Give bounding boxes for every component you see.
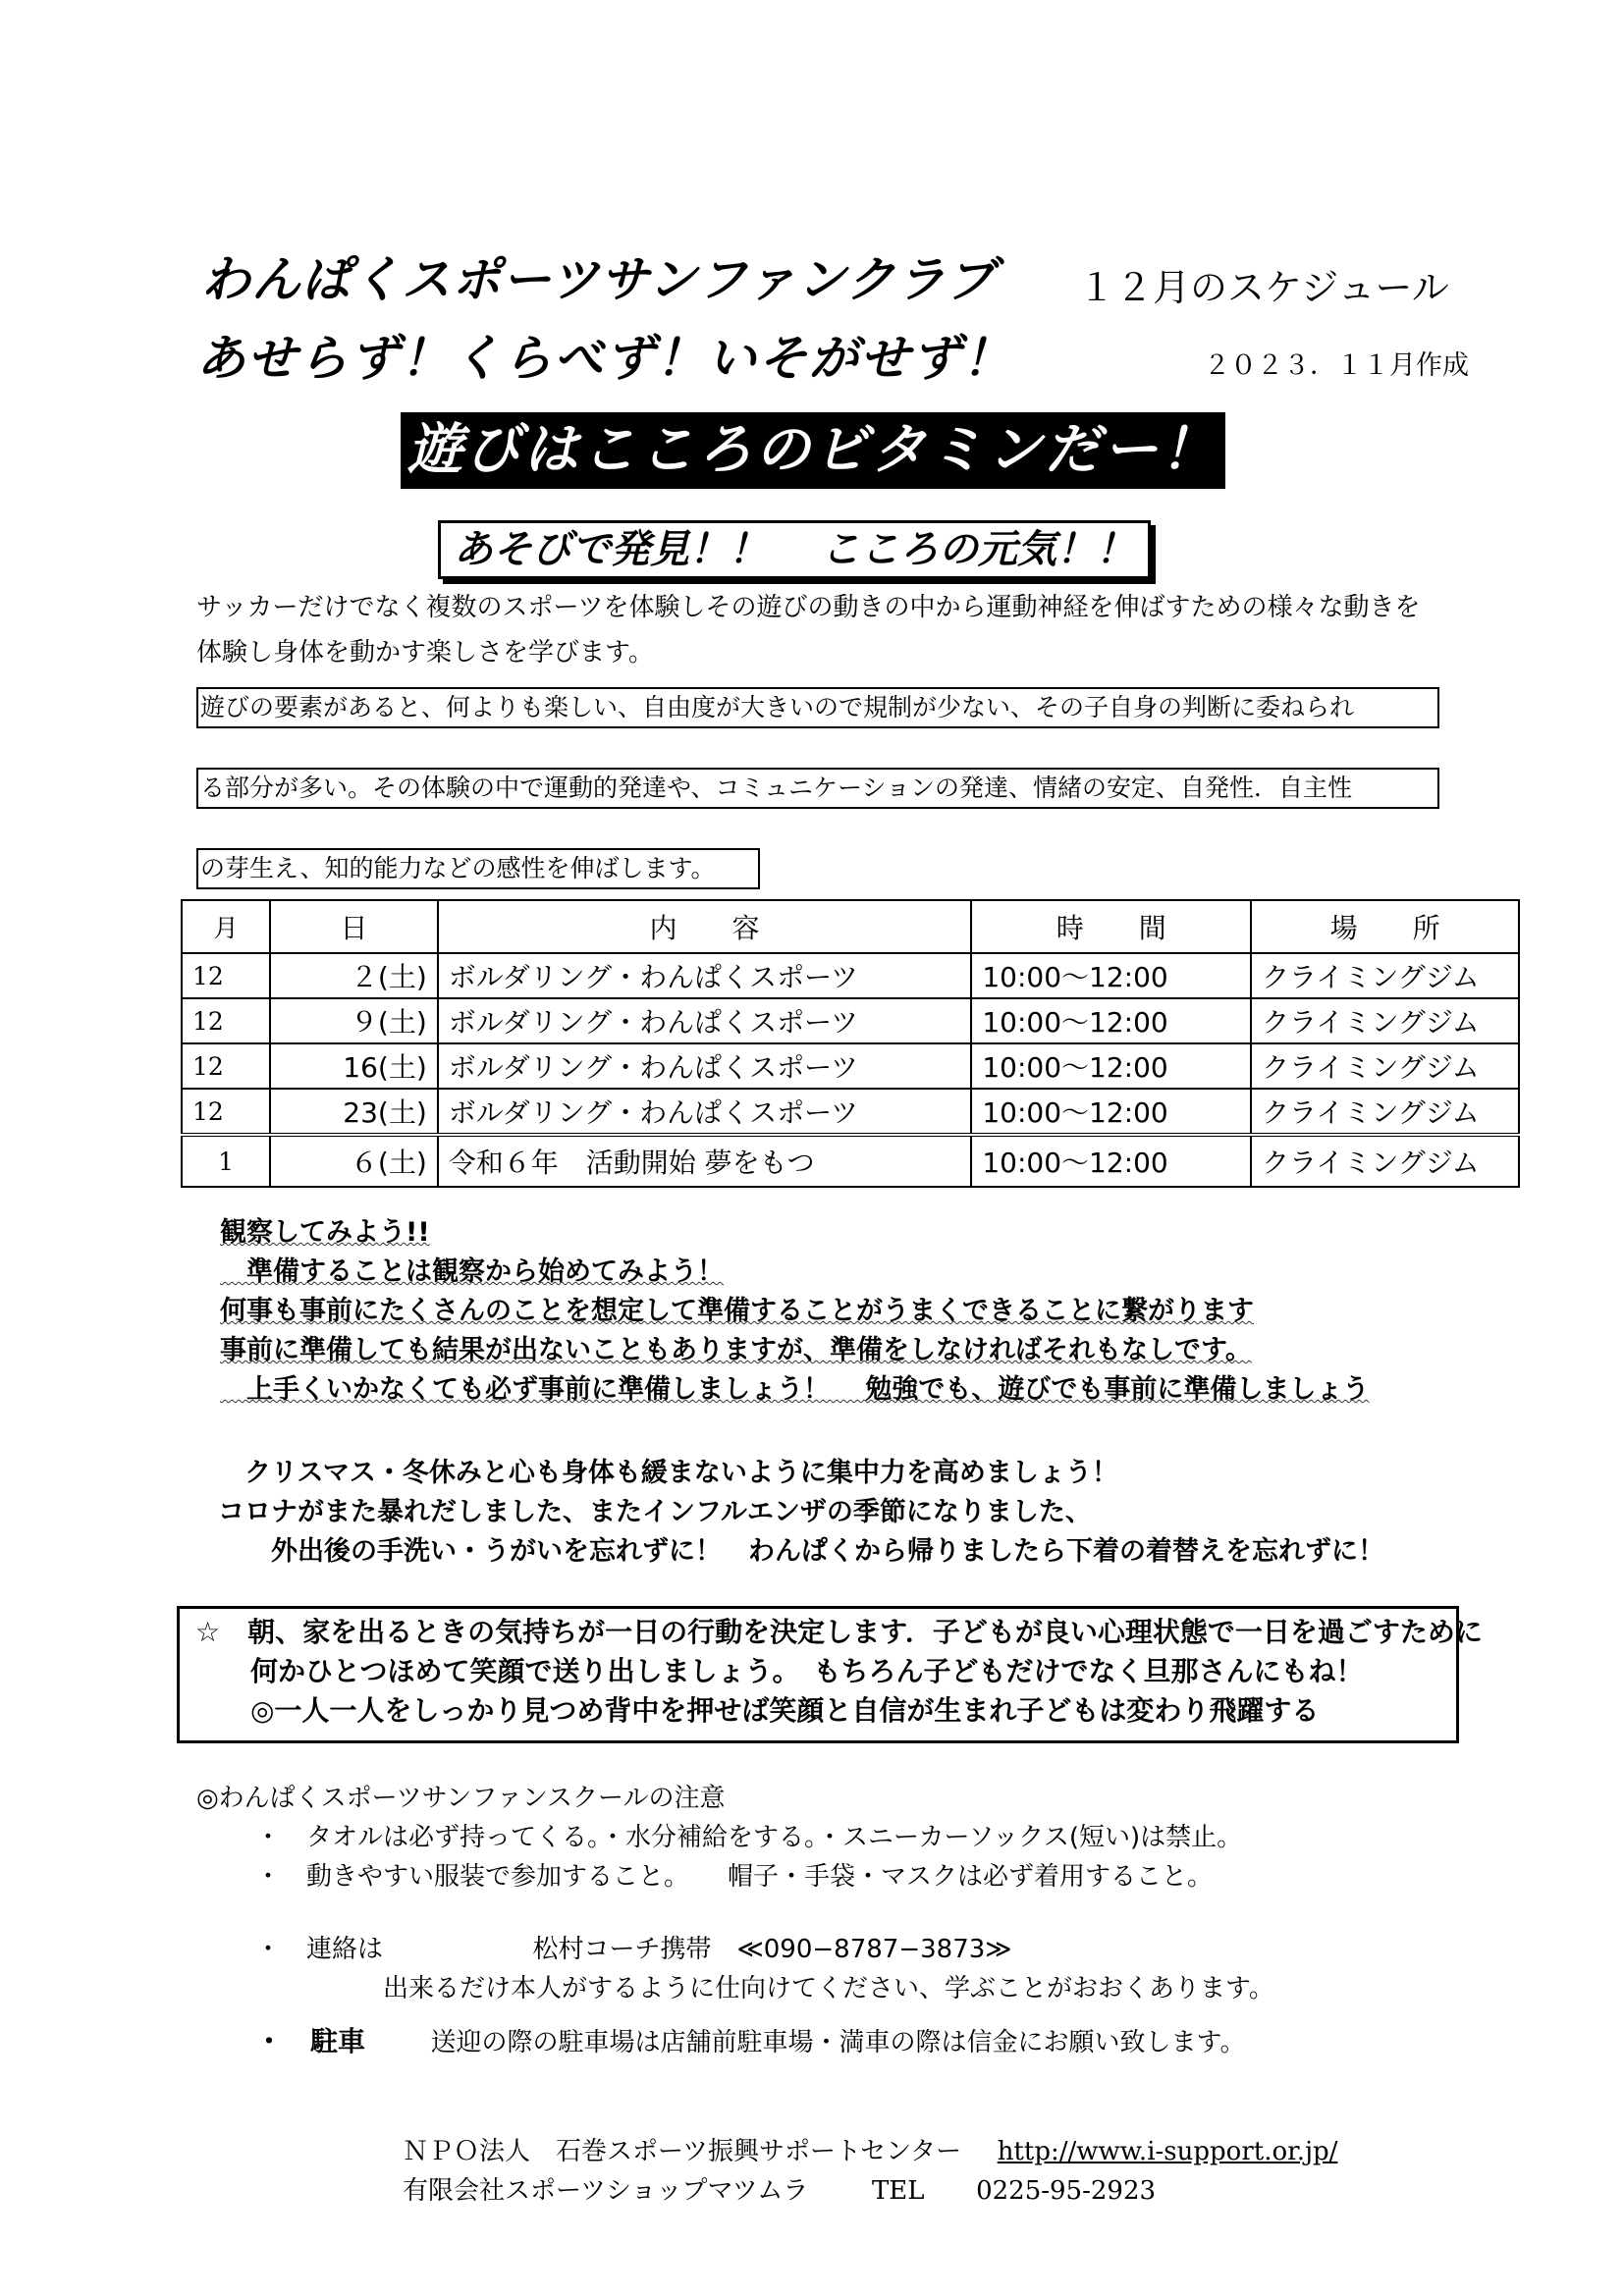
banner-subtitle: あそびで発見！！ こころの元気！！: [438, 520, 1151, 579]
table-row: [182, 1043, 1519, 1089]
cell-month: 1: [182, 1135, 270, 1187]
banner-title: 遊びはこころのビタミンだー！: [401, 412, 1225, 489]
notes-section: [196, 1779, 1274, 2062]
table-row: [182, 1135, 1519, 1187]
contact-label: ・ 連絡は: [255, 1935, 384, 1964]
cell-day: ６(土): [270, 1135, 438, 1187]
observation-line: 準備することは観察から始めてみよう！: [220, 1256, 724, 1287]
cell-time: 10:00～12:00: [971, 1135, 1251, 1187]
boxed-line: 遊びの要素があると、何よりも楽しい、自由度が大きいので規制が少ない、その子自身の判断に委ねられ: [196, 687, 1439, 728]
winter-line: クリスマス・冬休みと心も身体も緩まないように集中力を高めましょう！: [218, 1458, 1118, 1488]
table-row: [182, 998, 1519, 1043]
contact-row: [196, 1930, 1274, 1969]
cell-month: 12: [182, 1043, 270, 1089]
table-row: [182, 1089, 1519, 1135]
parking-text: 送迎の際の駐車場は店舗前駐車場・満車の際は信金にお願い致します。: [430, 2028, 1246, 2057]
star-line: 何かひとつほめて笑顔で送り出しましょう。 もちろん子どもだけでなく旦那さんにもね！: [195, 1655, 1364, 1687]
footer-company: 有限会社スポーツショップマツムラ: [403, 2176, 809, 2206]
notes-item: ・ 動きやすい服装で参加すること。 帽子・手袋・マスクは必ず着用すること。: [255, 1862, 1214, 1892]
winter-section: [218, 1454, 1384, 1572]
header-content: 内 容: [438, 900, 972, 953]
cell-time: 10:00～12:00: [971, 1089, 1251, 1135]
intro-text: サッカーだけでなく複数のスポーツを体験しその遊びの動きの中から運動神経を伸ばすための様々な動きを体験し身体を動かす楽しさを学びます。: [196, 593, 1421, 667]
star-box: [177, 1606, 1483, 1743]
header-time: 時 間: [971, 900, 1251, 953]
schedule-label: １２月のスケジュール: [1078, 266, 1449, 309]
club-name: わんぱくスポーツサンファンクラブ: [201, 251, 997, 308]
cell-content: ボルダリング・わんぱくスポーツ: [438, 953, 972, 998]
cell-day: ２(土): [270, 953, 438, 998]
cell-day: 16(土): [270, 1043, 438, 1089]
cell-time: 10:00～12:00: [971, 953, 1251, 998]
footer-url-link[interactable]: http://www.i-support.or.jp/: [997, 2137, 1338, 2166]
cell-time: 10:00～12:00: [971, 998, 1251, 1043]
cell-month: 12: [182, 1089, 270, 1135]
observation-section: [220, 1213, 1369, 1410]
boxed-line: る部分が多い。その体験の中で運動的発達や、コミュニケーションの発達、情緒の安定、自発性．自主性: [196, 768, 1439, 809]
cell-place: クライミングジム: [1251, 1089, 1519, 1135]
cell-content: ボルダリング・わんぱくスポーツ: [438, 998, 972, 1043]
cell-place: クライミングジム: [1251, 1043, 1519, 1089]
notes-title: ◎わんぱくスポーツサンファンスクールの注意: [196, 1784, 726, 1813]
notes-item: ・ タオルは必ず持ってくる。・水分補給をする。・スニーカーソックス(短い)は禁止。: [255, 1823, 1243, 1852]
cell-time: 10:00～12:00: [971, 1043, 1251, 1089]
header-day: 日: [270, 900, 438, 953]
cell-content: ボルダリング・わんぱくスポーツ: [438, 1089, 972, 1135]
cell-month: 12: [182, 953, 270, 998]
boxed-line: の芽生え、知的能力などの感性を伸ばします。: [196, 848, 760, 889]
winter-line: 外出後の手洗い・うがいを忘れずに！ わんぱくから帰りましたら下着の着替えを忘れずに！: [218, 1536, 1384, 1567]
contact-phone: 松村コーチ携帯 ≪090−8787−3873≫: [532, 1935, 1012, 1964]
observation-line: 何事も事前にたくさんのことを想定して準備することがうまくできることに繋がります: [220, 1296, 1254, 1326]
schedule-table: [181, 899, 1520, 1188]
winter-line: コロナがまた暴れだしました、またインフルエンザの季節になりました、: [218, 1497, 1092, 1527]
footer-company-row: [403, 2171, 1337, 2211]
parking-label: ・ 駐車: [255, 2025, 366, 2057]
table-header-row: [182, 900, 1519, 953]
star-line: ☆ 朝、家を出るときの気持ちが一日の行動を決定します．子どもが良い心理状態で一日を過ごすために: [195, 1616, 1483, 1648]
cell-place: クライミングジム: [1251, 998, 1519, 1043]
table-row: [182, 953, 1519, 998]
cell-place: クライミングジム: [1251, 953, 1519, 998]
footer-tel-label: TEL: [871, 2176, 925, 2206]
cell-place: クライミングジム: [1251, 1135, 1519, 1187]
star-line: ◎一人一人をしっかり見つめ背中を押せば笑顔と自信が生まれ子どもは変わり飛躍する: [195, 1694, 1320, 1727]
cell-content: 令和６年 活動開始 夢をもつ: [438, 1135, 972, 1187]
contact-note: 出来るだけ本人がするように仕向けてください、学ぶことがおおくあります。: [383, 1974, 1274, 2003]
cell-day: 23(土): [270, 1089, 438, 1135]
motto: あせらず！くらべず！いそがせず！: [196, 330, 1013, 387]
footer-org: ＮＰＯ法人 石巻スポーツ振興サポートセンター: [403, 2137, 962, 2166]
observation-line: 観察してみよう!!: [220, 1217, 430, 1248]
footer-tel: 0225-95-2923: [976, 2176, 1157, 2206]
cell-month: 12: [182, 998, 270, 1043]
observation-line: 上手くいかなくても必ず事前に準備しましょう！ 勉強でも、遊びでも事前に準備しましょう: [220, 1374, 1370, 1405]
created-date: ２０２３．１１月作成: [1204, 350, 1469, 381]
cell-content: ボルダリング・わんぱくスポーツ: [438, 1043, 972, 1089]
header-month: 月: [182, 900, 270, 953]
cell-day: ９(土): [270, 998, 438, 1043]
parking-row: [196, 2022, 1274, 2062]
observation-line: 事前に準備しても結果が出ないこともありますが、準備をしなければそれもなしです。: [220, 1335, 1252, 1365]
header-place: 場 所: [1251, 900, 1519, 953]
footer: [403, 2132, 1337, 2211]
footer-org-row: [403, 2132, 1337, 2171]
